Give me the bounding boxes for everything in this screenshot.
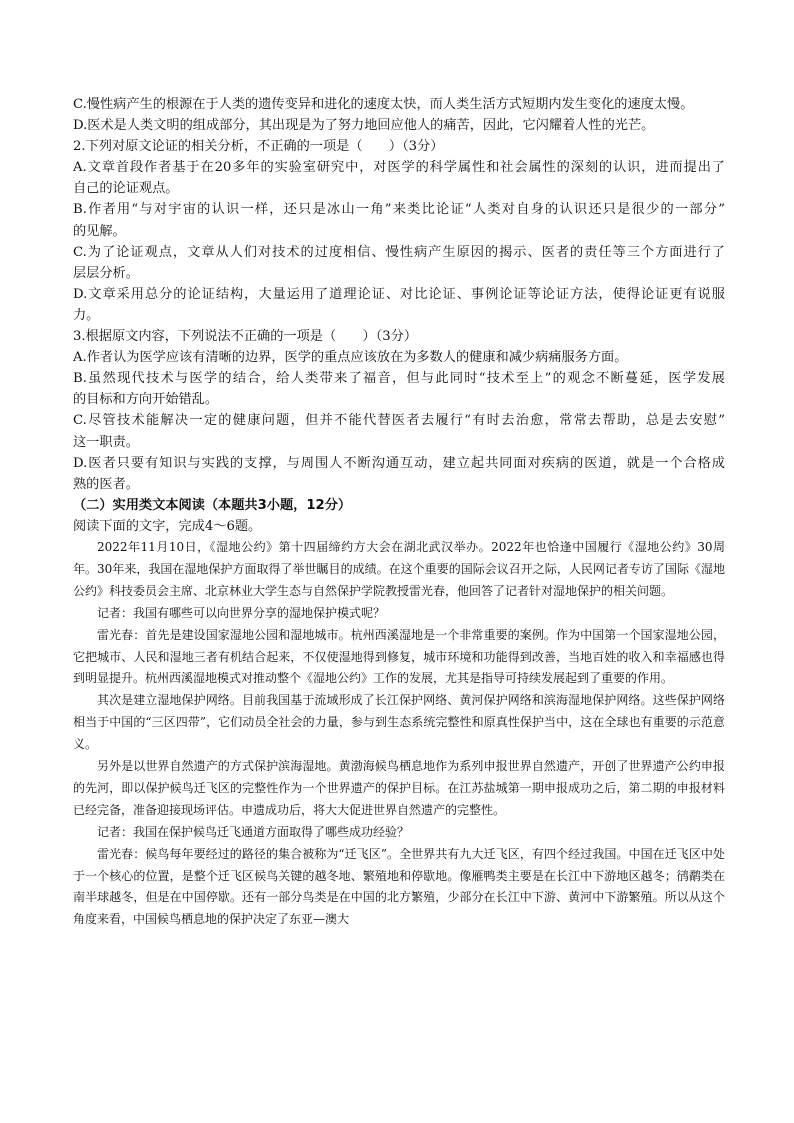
reading-passage bbox=[73, 537, 725, 931]
question-3-stem: 3.根据原文内容，下列说法不正确的一项是（ ）（3分） bbox=[73, 329, 418, 345]
text-line: 力。 bbox=[73, 307, 100, 323]
question-2-stem: 2.下列对原文论证的相关分析，不正确的一项是（ ）（3分） bbox=[73, 139, 444, 155]
text-line: D.医术是人类文明的组成部分，其出现是为了努力地回应他人的痛苦，因此，它闪耀着人性的光芒。 bbox=[73, 118, 655, 134]
text-line: B.作者用“与对宇宙的认识一样，还只是冰山一角”来类比论证“人类对自身的认识还只是很少的一部分” bbox=[73, 202, 725, 218]
text-line: C.为了论证观点，文章从人们对技术的过度相信、慢性病产生原因的揭示、医者的责任等三个方面进行了 bbox=[73, 244, 725, 260]
text-line: C.慢性病产生的根源在于人类的遗传变异和进化的速度太快，而人类生活方式短期内发生变化的速度太慢。 bbox=[73, 97, 694, 112]
question-options-block bbox=[73, 94, 725, 495]
text-line: A.作者认为医学应该有清晰的边界，医学的重点应该放在为多数人的健康和减少病痛服务方面。 bbox=[73, 350, 628, 366]
passage-paragraph: 记者：我国有哪些可以向世界分享的湿地保护模式呢？ bbox=[97, 605, 386, 620]
text-line: B.虽然现代技术与医学的结合，给人类带来了福音，但与此同时“技术至上”的观念不断蔓延，医学发展 bbox=[73, 371, 725, 387]
passage-paragraph: 其次是建立湿地保护网络。目前我国基于流域形成了长江保护网络、黄河保护网络和滨海湿地保护网络。这些保护网络相当于中国的“三区四带”，它们动员全社会的力量，参与到生态系统完整性和原真性保护当中，这在全球也有重要的示范意义。 bbox=[73, 693, 725, 752]
text-line: D.医者只要有知识与实践的支撑，与周围人不断沟通互动，建立起共同面对疾病的医道，就是一个合格成 bbox=[73, 455, 725, 471]
passage-paragraph: 2022年11月10日，《湿地公约》第十四届缔约方大会在湖北武汉举办。2022年也恰逢中国履行《湿地公约》30周年。30年来，我国在湿地保护方面取得了举世瞩目的成绩。在这个重要的国际会议召开之际，人民网记者专访了国际《湿地公约》科技委员会主席、北京林业大学生态与自然保护学院教授雷光春，他回答了记者针对湿地保护的相关问题。 bbox=[73, 539, 725, 598]
text-line: 熟的医者。 bbox=[73, 476, 139, 492]
text-line: 的见解。 bbox=[73, 223, 126, 239]
text-line: 层层分析。 bbox=[73, 265, 139, 281]
passage-paragraph: 记者：我国在保护候鸟迁飞通道方面取得了哪些成功经验？ bbox=[97, 824, 410, 839]
text-line: 这一职责。 bbox=[73, 434, 139, 450]
exam-page bbox=[73, 94, 725, 931]
text-line: D.文章采用总分的论证结构，大量运用了道理论证、对比论证、事例论证等论证方法，使得论证更有说服 bbox=[73, 286, 725, 302]
section-heading: （二）实用类文本阅读（本题共3小题，12分） bbox=[73, 497, 352, 513]
section-instruction: 阅读下面的文字，完成4～6题。 bbox=[73, 518, 262, 534]
text-line: A.文章首段作者基于在20多年的实验室研究中，对医学的科学属性和社会属性的深刻的认识，进而提出了 bbox=[73, 160, 725, 176]
text-line: 的目标和方向开始错乱。 bbox=[73, 392, 219, 408]
passage-paragraph: 雷光春：首先是建设国家湿地公园和湿地城市。杭州西溪湿地是一个非常重要的案例。作为中国第一个国家湿地公园，它把城市、人民和湿地三者有机结合起来，不仅使湿地得到修复，城市环境和功能得到改善，当地百姓的收入和幸福感也得到明显提升。杭州西溪湿地模式对推动整个《湿地公约》工作的发展，尤其是指导可持续发展起到了重要的作用。 bbox=[73, 627, 725, 686]
text-line: C.尽管技术能解决一定的健康问题，但并不能代替医者去履行“有时去治愈，常常去帮助，总是去安慰” bbox=[73, 413, 725, 429]
passage-paragraph: 另外是以世界自然遗产的方式保护滨海湿地。黄渤海候鸟栖息地作为系列申报世界自然遗产，开创了世界遗产公约申报的先河，即以保护候鸟迁飞区的完整性作为一个世界遗产的保护目标。在江苏盐城第一期申报成功之后，第二期的申报材料已经完备，准备迎接现场评估。申遗成功后，将大大促进世界自然遗产的完整性。 bbox=[73, 759, 725, 817]
passage-paragraph: 雷光春：候鸟每年要经过的路径的集合被称为“迁飞区”。全世界共有九大迁飞区，有四个经过我国。中国在迁飞区中处于一个核心的位置，是整个迁飞区候鸟关键的越冬地、繁殖地和停歇地。像雁鸭类主要是在长江中下游地区越冬；鸻鹬类在南半球越冬，但是在中国停歇。还有一部分鸟类是在中国的北方繁殖，少部分在长江中下游、黄河中下游繁殖。所以从这个角度来看，中国候鸟栖息地的保护决定了东亚—澳大 bbox=[73, 846, 725, 927]
text-line: 自己的论证观点。 bbox=[73, 181, 179, 197]
